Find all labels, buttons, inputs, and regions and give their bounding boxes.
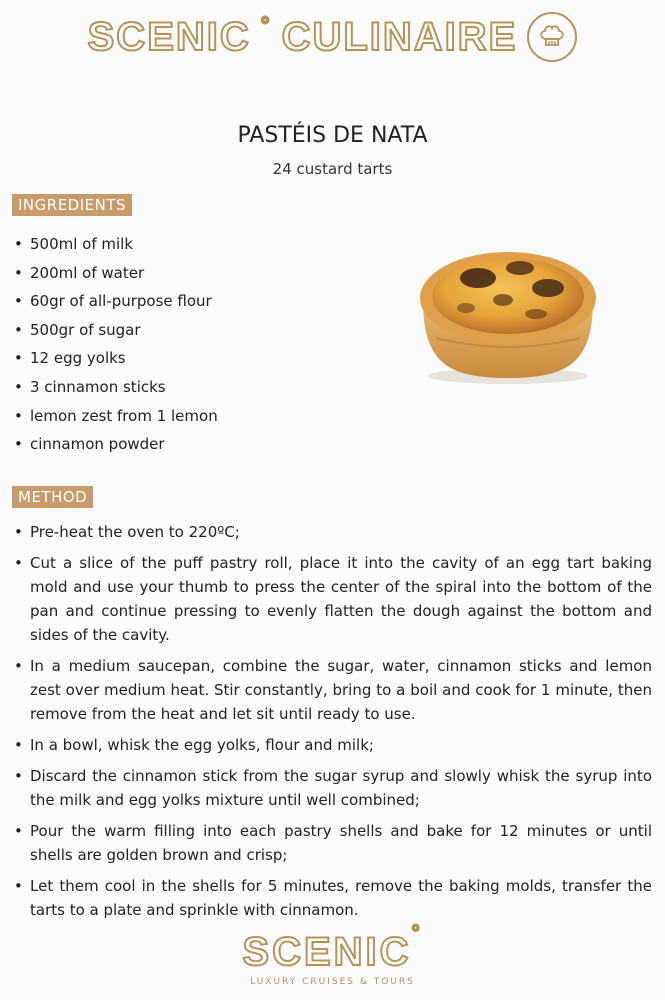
method-step: • Pour the warm filling into each pastry shells and bake for 12 minutes or until shells are golden brown and crisp; — [12, 819, 652, 867]
ingredients-label: INGREDIENTS — [12, 194, 132, 216]
brand-degree: ° — [260, 12, 272, 37]
ingredient-item: • 60gr of all-purpose flour — [12, 287, 392, 316]
method-step: • Discard the cinnamon stick from the sugar syrup and slowly whisk the syrup into the milk and egg yolks mixture until well combined; — [12, 764, 652, 812]
footer-brand-name: SCENIC — [242, 930, 412, 974]
footer — [0, 922, 665, 987]
method-step: • In a medium saucepan, combine the sugar, water, cinnamon sticks and lemon zest over medium heat. Stir constantly, bring to a boil and cook for 1 minute, then remove from the heat and let sit until ready to use. — [12, 654, 652, 726]
ingredient-item: • cinnamon powder — [12, 430, 392, 459]
ingredient-item: • 3 cinnamon sticks — [12, 373, 392, 402]
ingredient-item: • 500ml of milk — [12, 230, 392, 259]
brand-name: SCENIC — [87, 14, 251, 59]
ingredient-item: • 200ml of water — [12, 259, 392, 288]
custard-tart-image — [408, 238, 608, 388]
ingredient-item: • 500gr of sugar — [12, 316, 392, 345]
header — [0, 12, 665, 62]
footer-logo — [0, 922, 665, 975]
ingredient-item: • lemon zest from 1 lemon — [12, 402, 392, 431]
method-step: • Pre-heat the oven to 220ºC; — [12, 520, 652, 544]
method-step: • In a bowl, whisk the egg yolks, flour and milk; — [12, 733, 652, 757]
brand-logo — [88, 12, 578, 62]
method-step: • Let them cool in the shells for 5 minutes, remove the baking molds, transfer the tarts to a plate and sprinkle with cinnamon. — [12, 874, 652, 922]
recipe-title: PASTÉIS DE NATA — [237, 123, 428, 148]
chef-hat-icon — [527, 12, 577, 62]
footer-degree: ° — [411, 922, 423, 944]
recipe-subtitle: 24 custard tarts — [272, 160, 393, 178]
ingredient-item: • 12 egg yolks — [12, 344, 392, 373]
footer-tagline: LUXURY CRUISES & TOURS — [250, 977, 415, 987]
ingredients-list — [12, 230, 392, 459]
brand-suffix: CULINAIRE — [281, 14, 518, 59]
method-step: • Cut a slice of the puff pastry roll, place it into the cavity of an egg tart baking mold and use your thumb to press the center of the spiral into the bottom of the pan and continue pressing to evenly flatten the dough against the bottom and sides of the cavity. — [12, 551, 652, 647]
method-label: METHOD — [12, 486, 93, 508]
method-list — [12, 520, 652, 929]
